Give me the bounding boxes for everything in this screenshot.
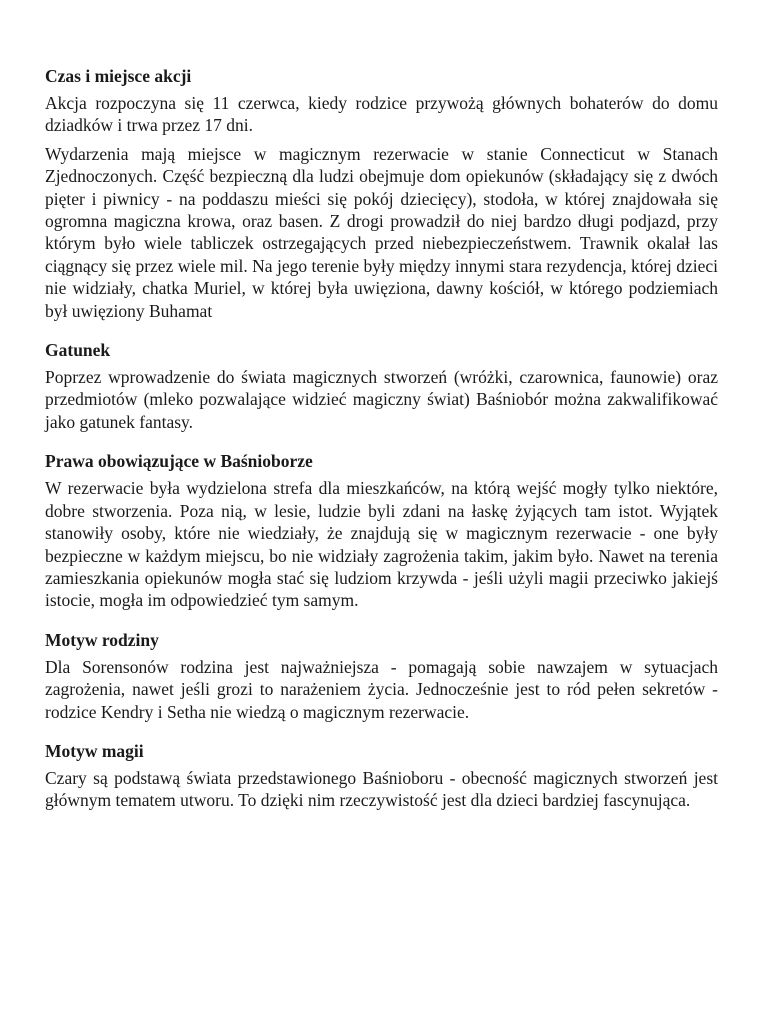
section-gatunek (45, 338, 718, 433)
section-paragraph: Poprzez wprowadzenie do świata magicznych stworzeń (wróżki, czarownica, faunowie) oraz przedmiotów (mleko pozwalające widzieć magiczny świat) Baśniobór można zakwalifikować jako gatunek fantasy. (45, 367, 718, 432)
section-prawa (45, 449, 718, 611)
section-motyw-rodziny (45, 628, 718, 723)
section-heading: Prawa obowiązujące w Baśnioborze (45, 451, 313, 472)
section-paragraph: Czary są podstawą świata przedstawionego Baśnioboru - obecność magicznych stworzeń jest głównym tematem utworu. To dzięki nim rzeczywistość jest dla dzieci bardziej fascynująca. (45, 767, 718, 811)
section-motyw-magii (45, 739, 718, 812)
section-paragraph: Akcja rozpoczyna się 11 czerwca, kiedy rodzice przywożą głównych bohaterów do domu dziadków i trwa przez 17 dni. (45, 93, 718, 136)
section-czas-i-miejsce (45, 64, 718, 322)
document-page (45, 64, 718, 828)
section-heading: Gatunek (45, 340, 111, 361)
section-paragraph: Wydarzenia mają miejsce w magicznym rezerwacie w stanie Connecticut w Stanach Zjednoczonych. Część bezpieczną dla ludzi obejmuje dom opiekunów (składający się z dwóch pięter i piwnicy - na poddaszu mieści się pokój dziecięcy), stodoła, w której znajdowała się ogromna magiczna krowa, oraz basen. Z drogi prowadził do niej bardzo długi podjazd, przy którym było wiele tabliczek ostrzegających przed niebezpieczeństwem. Trawnik okalał las ciągnący się przez wiele mil. Na jego terenie były między innymi stara rezydencja, której dzieci nie widziały, chatka Muriel, w której była uwięziona, dawny kościół, w którego podziemiach był uwięziony Buhamat (45, 143, 718, 321)
section-heading: Motyw magii (45, 740, 144, 761)
section-heading: Motyw rodziny (45, 629, 159, 650)
section-paragraph: Dla Sorensonów rodzina jest najważniejsza - pomagają sobie nawzajem w sytuacjach zagrożenia, nawet jeśli grozi to narażeniem życia. Jednocześnie jest to ród pełen sekretów - rodzice Kendry i Setha nie wiedzą o magicznym rezerwacie. (45, 656, 718, 722)
section-heading: Czas i miejsce akcji (45, 66, 192, 86)
section-paragraph: W rezerwacie była wydzielona strefa dla mieszkańców, na którą wejść mogły tylko niektóre, dobre stworzenia. Poza nią, w lesie, ludzie byli zdani na łaskę żyjących tam istot. Wyjątek stanowiły osoby, które nie wiedziały, że znajdują się w magicznym rezerwacie - one były bezpieczne w każdym miejscu, bo nie widziały zagrożenia takim, jakim było. Nawet na terenia zamieszkania opiekunów mogła stać się ludziom krzywda - jeśli użyli magii przeciwko jakiejś istocie, mogła im odpowiedzieć tym samym. (45, 478, 718, 611)
